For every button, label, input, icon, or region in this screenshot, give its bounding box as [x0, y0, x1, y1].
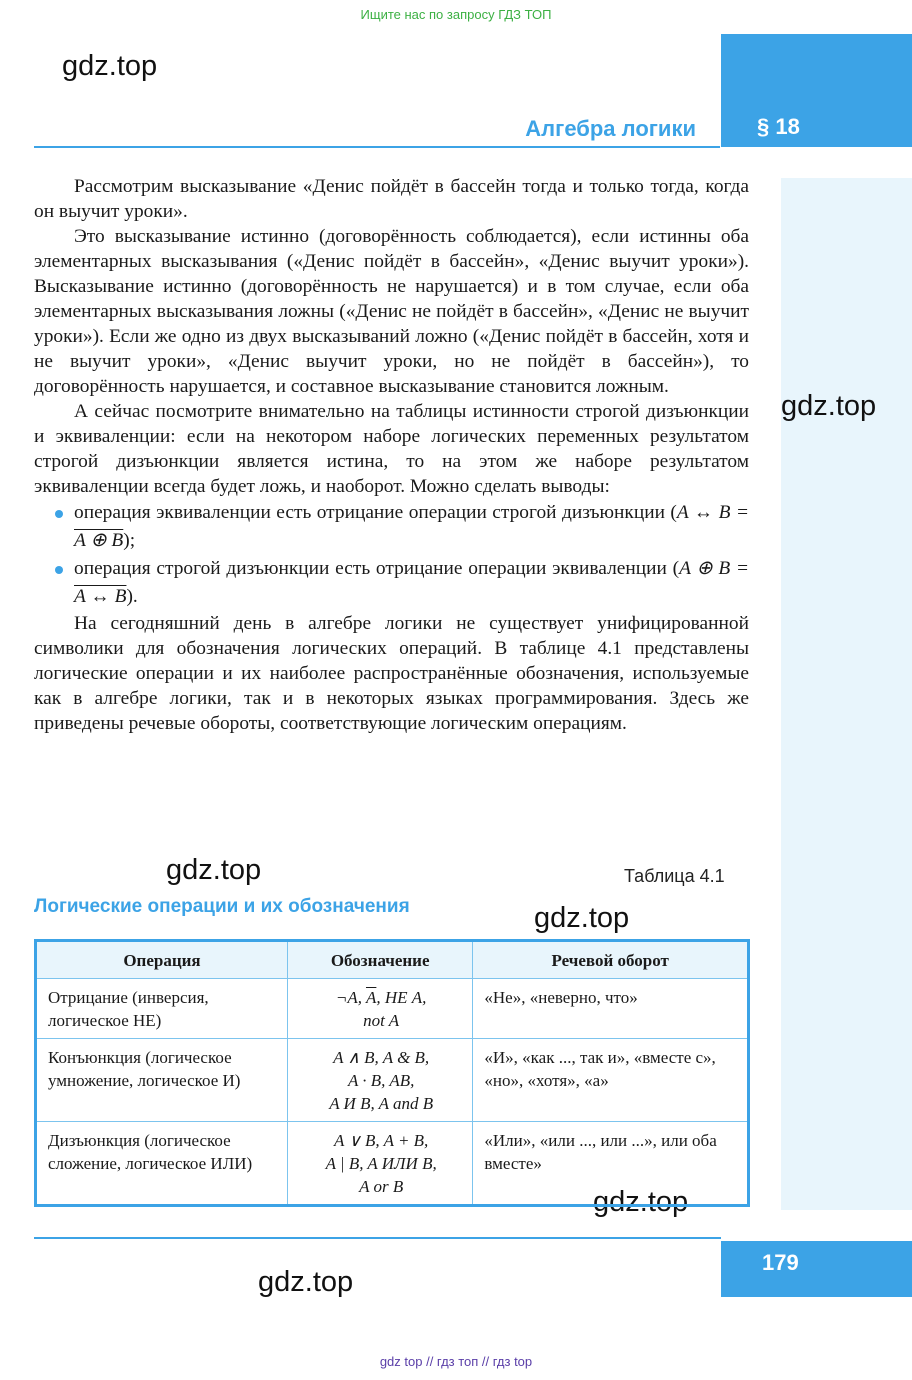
notation-cell: A ∧ B, A & B, A · B, AB, A И B, A and B	[287, 1039, 472, 1122]
speech-cell: «И», «как ..., так и», «вместе с», «но», «хотя», «а»	[473, 1039, 749, 1122]
table-number: Таблица 4.1	[624, 866, 725, 886]
table-row	[36, 1122, 749, 1206]
operation-cell: Отрицание (инверсия, логическое НЕ)	[36, 979, 288, 1039]
list-item: операция строгой дизъюнкции есть отрицание операции эквиваленции (A ⊕ B = A ↔ B).	[34, 555, 749, 611]
paragraph: Рассмотрим высказывание «Денис пойдёт в бассейн тогда и только тогда, когда он выучит уроки».	[34, 176, 749, 222]
watermark: gdz.top	[166, 854, 262, 886]
column-header: Речевой оборот	[473, 941, 749, 979]
watermark: gdz.top	[62, 50, 158, 82]
speech-cell: «Или», «или ..., или ...», или оба вместе»	[473, 1122, 749, 1206]
operations-table	[34, 939, 750, 1207]
page-number: 179	[762, 1250, 799, 1275]
body-text	[34, 174, 749, 736]
watermark: gdz.top	[593, 1186, 689, 1218]
footer-color-block	[721, 1241, 912, 1297]
operation-cell: Конъюнкция (логическое умножение, логическое И)	[36, 1039, 288, 1122]
bottom-banner[interactable]: gdz top // гдз топ // гдз top	[379, 1354, 533, 1369]
bullet-icon	[55, 510, 63, 518]
watermark: gdz.top	[781, 390, 877, 422]
table-row	[36, 979, 749, 1039]
paragraph: Это высказывание истинно (договорённость соблюдается), если истинны оба элементарных высказывания («Денис пойдёт в бассейн», «Денис выучит уроки»). Высказывание истинно (договорённость не нарушается) и в том случае, если оба элементарных высказывания ложны («Денис не пойдёт в бассейн», «Денис не выучит уроки»). Если же одно из двух высказываний ложно («Денис пойдёт в бассейн, хотя и не выучит уроки», «Денис выучит уроки, но не пойдёт в бассейн»), то договорённость нарушается, и составное высказывание становится ложным.	[34, 226, 749, 397]
paragraph: А сейчас посмотрите внимательно на таблицы истинности строгой дизъюнкции и эквиваленции: если на некотором наборе логических переменных результатом строгой дизъюнкции является истина, то на этом же наборе результатом эквиваленции всегда будет ложь, и наоборот. Можно сделать выводы:	[34, 401, 749, 497]
negated-formula: A ↔ B	[74, 586, 127, 607]
watermark: gdz.top	[258, 1266, 354, 1298]
speech-cell: «Не», «неверно, что»	[473, 979, 749, 1039]
formula: A ↔ B =	[676, 502, 749, 523]
list-item: операция эквиваленции есть отрицание операции строгой дизъюнкции (A ↔ B = A ⊕ B);	[34, 499, 749, 555]
header-color-block	[721, 34, 912, 147]
footer-divider	[34, 1237, 721, 1239]
top-banner[interactable]: Ищите нас по запросу ГДЗ ТОП	[360, 7, 552, 22]
bullet-icon	[55, 566, 63, 574]
formula: A ⊕ B =	[679, 558, 750, 579]
section-number: § 18	[757, 114, 800, 139]
table-row	[36, 1039, 749, 1122]
chapter-title: Алгебра логики	[525, 116, 696, 141]
notation-cell: ¬A, $\overline{A}$, НЕ A, not A	[287, 979, 472, 1039]
paragraph: На сегодняшний день в алгебре логики не существует унифицированной символики для обозначения логических операций. В таблице 4.1 представлены логические операции и их наиболее распространённые обозначения, используемые как в алгебре логики, так и в некоторых языках программирования. Здесь же приведены речевые обороты, соответствующие логическим операциям.	[34, 613, 749, 734]
column-header: Операция	[36, 941, 288, 979]
watermark: gdz.top	[534, 902, 630, 934]
conclusion-list	[34, 499, 749, 611]
table-header-row	[36, 941, 749, 979]
notation-cell: A ∨ B, A + B, A | B, A ИЛИ B, A or B	[287, 1122, 472, 1206]
column-header: Обозначение	[287, 941, 472, 979]
table-title: Логические операции и их обозначения	[34, 896, 410, 917]
header-divider	[34, 146, 720, 148]
negated-formula: A ⊕ B	[74, 530, 124, 551]
side-margin-panel	[781, 178, 912, 1210]
operation-cell: Дизъюнкция (логическое сложение, логическое ИЛИ)	[36, 1122, 288, 1206]
